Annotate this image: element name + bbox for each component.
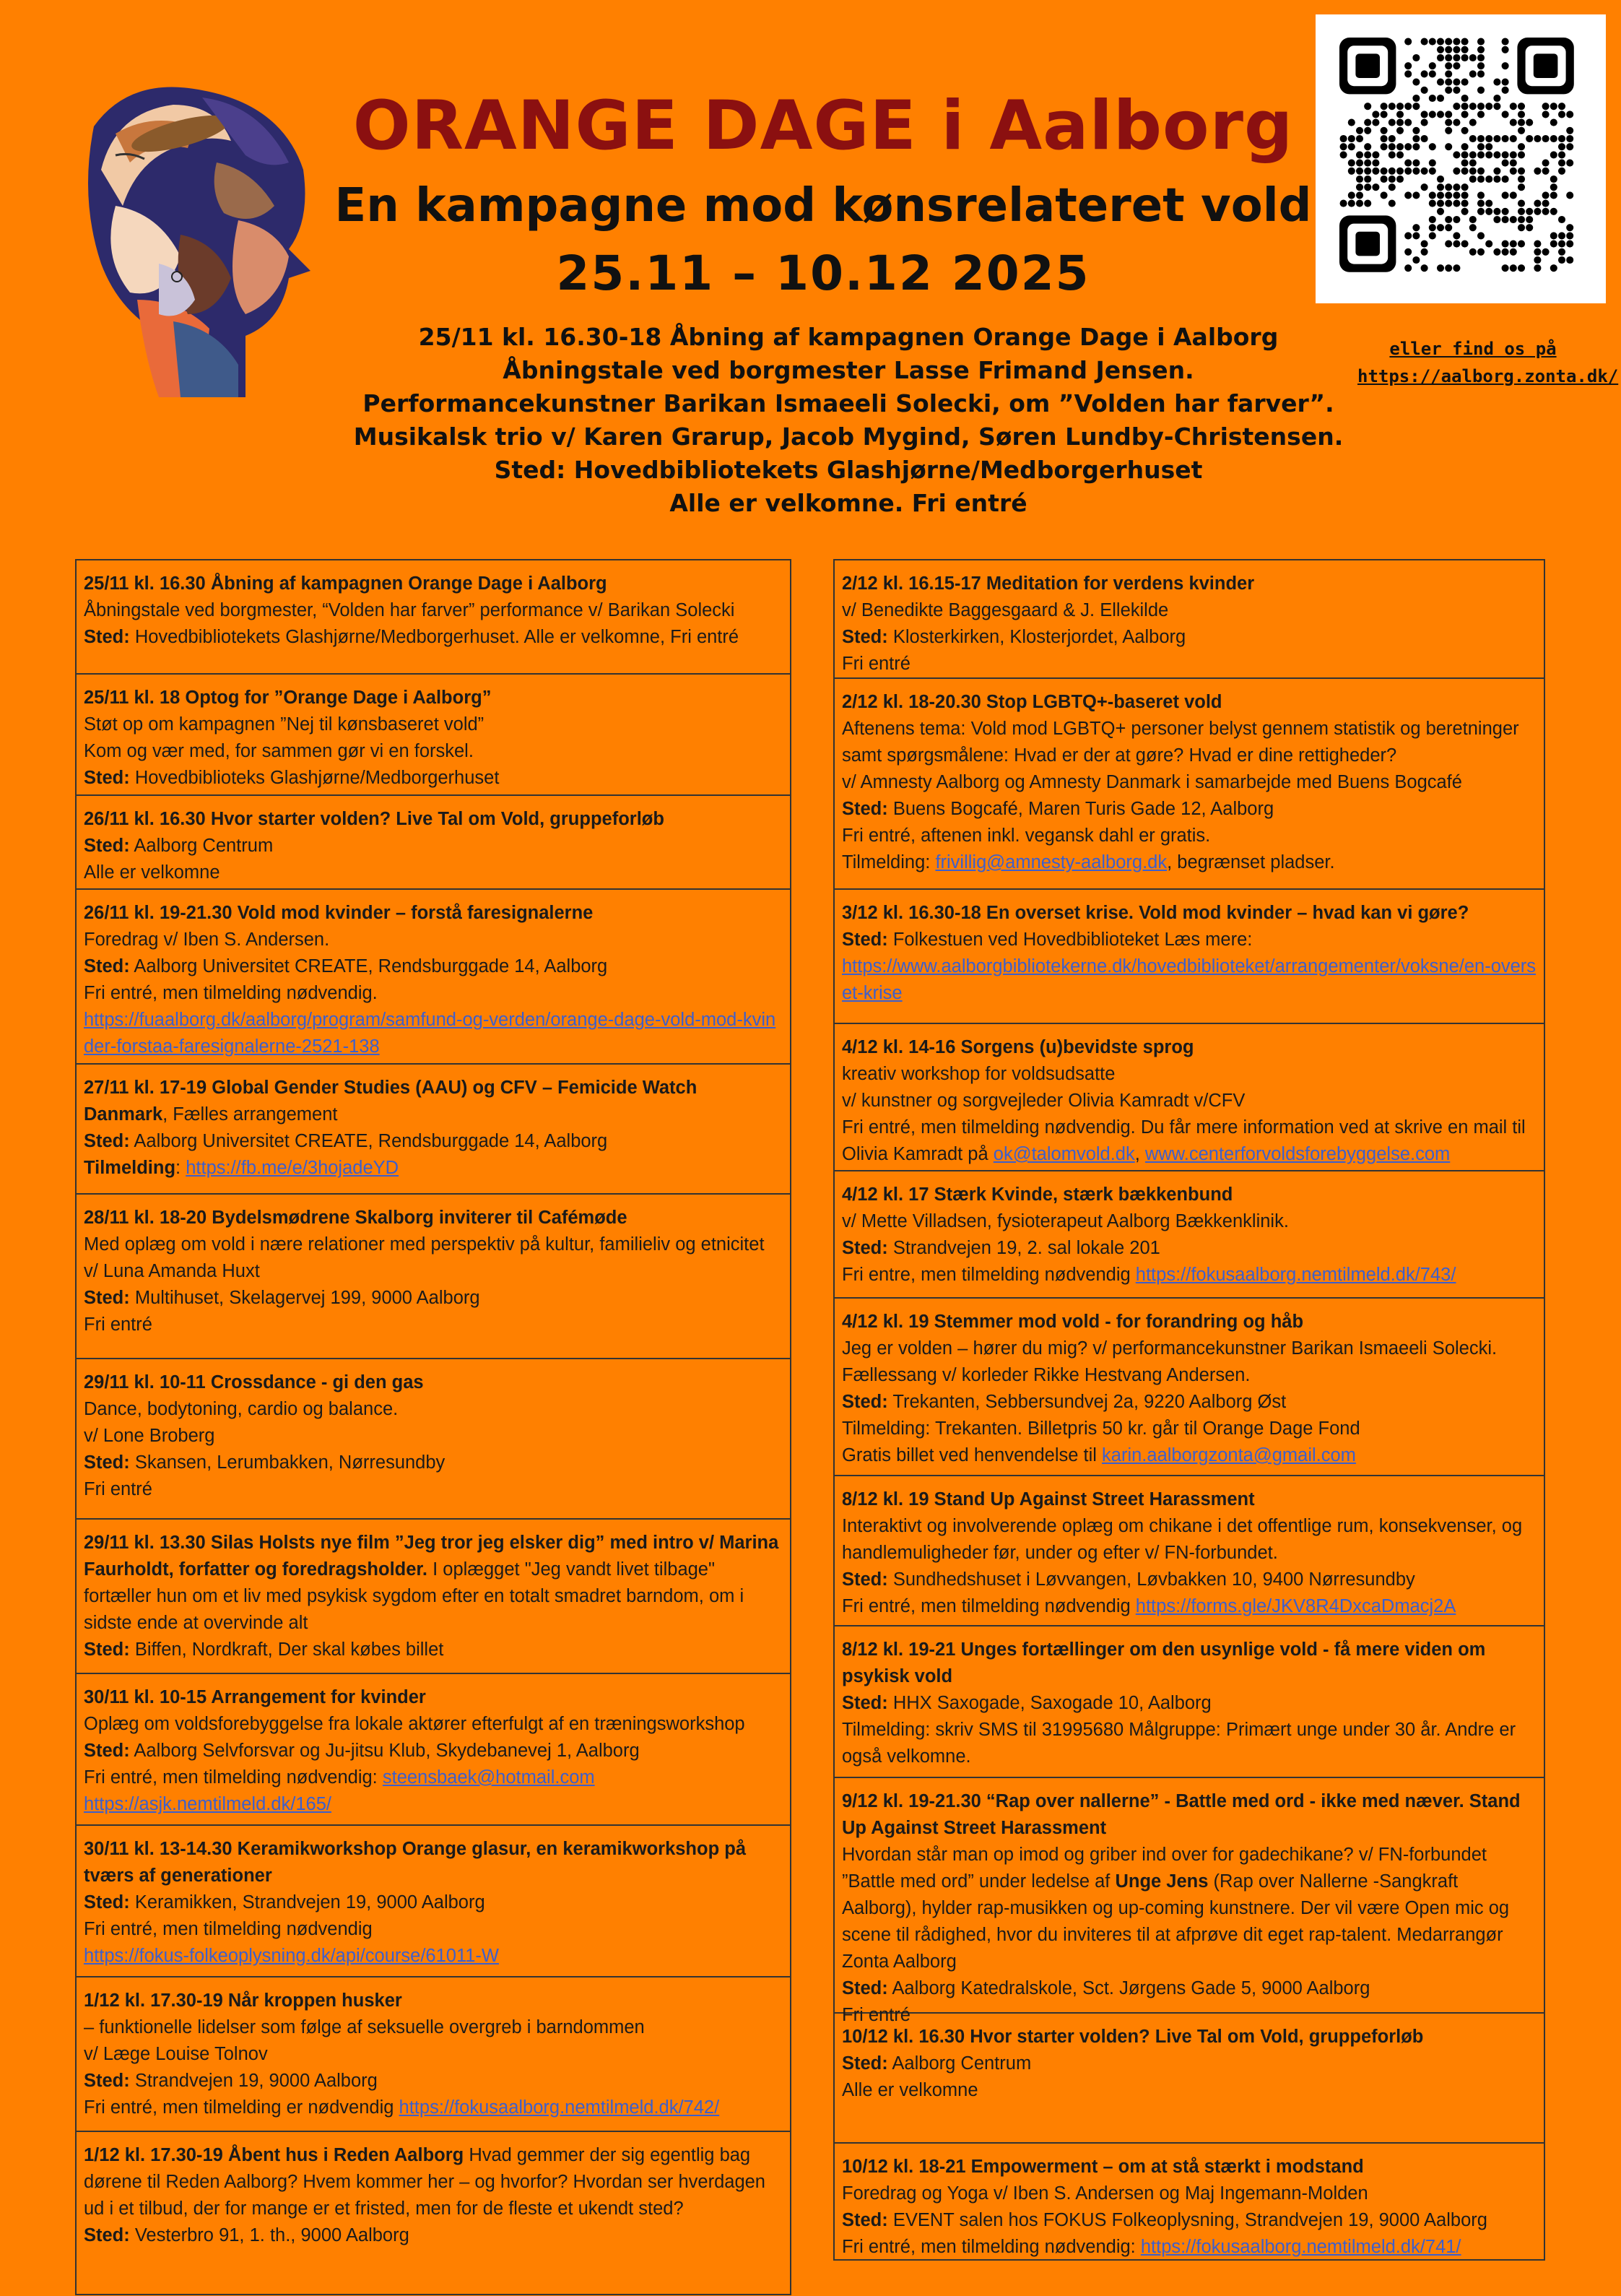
event-text: Hvordan står man op imod og griber ind over for gadechikane? v/ FN-forbundet ”Battle med ord” under ledelse af bbox=[842, 1845, 1487, 1892]
event-line bbox=[84, 1128, 783, 1155]
event-heading: 10/12 kl. 18-21 Empowerment – om at stå stærkt i modstand bbox=[842, 2157, 1364, 2177]
event-heading: 29/11 kl. 10-11 Crossdance - gi den gas bbox=[84, 1372, 424, 1392]
field-label: Sted: bbox=[84, 1452, 130, 1473]
event-link[interactable]: https://fokus-folkeoplysning.dk/api/course/61011-W bbox=[84, 1946, 499, 1966]
event-line bbox=[84, 1155, 783, 1182]
event-item bbox=[835, 560, 1544, 679]
event-text: Fri entré, men tilmelding nødvendig. bbox=[84, 983, 378, 1003]
field-label: Sted: bbox=[84, 1741, 130, 1761]
orange-days-logo bbox=[72, 83, 321, 397]
event-item bbox=[835, 2014, 1544, 2144]
event-line bbox=[842, 1061, 1537, 1088]
event-text: Vesterbro 91, 1. th., 9000 Aalborg bbox=[129, 2225, 409, 2245]
event-text: v/ Lone Broberg bbox=[84, 1426, 215, 1446]
event-item bbox=[835, 1626, 1544, 1778]
event-line bbox=[84, 980, 783, 1007]
page-title: ORANGE DAGE i Aalborg bbox=[352, 87, 1294, 165]
event-line bbox=[842, 1389, 1537, 1416]
event-item bbox=[77, 675, 790, 796]
event-text: Foredrag og Yoga v/ Iben S. Andersen og Maj Ingemann-Molden bbox=[842, 2183, 1368, 2204]
event-description: Hvad gemmer der sig egentlig bag dørene til Reden Aalborg? Hvem kommer her – og hvorfor? Hvordan ser hverdagen ud i et tilbud, der for mange er et fristed, men for de fleste et ukendt sted? bbox=[84, 2145, 765, 2219]
event-text: Strandvejen 19, 2. sal lokale 201 bbox=[887, 1238, 1160, 1258]
event-text: Kom og vær med, for sammen gør vi en forskel. bbox=[84, 741, 474, 761]
field-label: Sted: bbox=[842, 799, 888, 819]
opening-line: Performancekunstner Barikan Ismaeeli Solecki, om ”Volden har farver”. bbox=[362, 389, 1334, 417]
event-line bbox=[84, 1637, 783, 1663]
event-line bbox=[84, 1711, 783, 1738]
event-heading: 3/12 kl. 16.30-18 En overset krise. Vold mod kvinder – hvad kan vi gøre? bbox=[842, 903, 1469, 923]
event-text: Buens Bogcafé, Maren Turis Gade 12, Aalborg bbox=[887, 799, 1274, 819]
event-item bbox=[77, 1065, 790, 1195]
event-item bbox=[77, 1520, 790, 1674]
event-line bbox=[84, 1007, 783, 1060]
event-text: Strandvejen 19, 9000 Aalborg bbox=[129, 2071, 378, 2091]
event-text: Skansen, Lerumbakken, Nørresundby bbox=[129, 1452, 446, 1473]
event-link[interactable]: https://fokusaalborg.nemtilmeld.dk/742/ bbox=[399, 2097, 720, 2118]
event-heading: 26/11 kl. 16.30 Hvor starter volden? Live Tal om Vold, gruppeforløb bbox=[84, 809, 664, 829]
event-line bbox=[84, 953, 783, 980]
event-line bbox=[842, 1088, 1537, 1114]
event-text: Foredrag v/ Iben S. Andersen. bbox=[84, 930, 330, 950]
event-line bbox=[84, 1738, 783, 1764]
field-label: Sted: bbox=[842, 1569, 888, 1590]
field-label: Tilmelding bbox=[84, 1158, 176, 1178]
website-info[interactable] bbox=[1357, 335, 1619, 390]
event-text: v/ kunstner og sorgvejleder Olivia Kamradt v/CFV bbox=[842, 1091, 1246, 1111]
event-text: Fri entré, aftenen inkl. vegansk dahl er gratis. bbox=[842, 826, 1211, 846]
event-link[interactable]: https://fuaalborg.dk/aalborg/program/samfund-og-verden/orange-dage-vold-mod-kvinder-forstaa-faresignalerne-2521-138 bbox=[84, 1010, 776, 1057]
event-text: , begrænset pladser. bbox=[1167, 852, 1335, 872]
event-text: Gratis billet ved henvendelse til bbox=[842, 1445, 1103, 1465]
field-label: Sted: bbox=[84, 627, 130, 647]
field-label: Sted: bbox=[842, 2210, 888, 2230]
event-text: Sundhedshuset i Løvvangen, Løvbakken 10, 9400 Nørresundby bbox=[887, 1569, 1415, 1590]
event-heading: 27/11 kl. 17-19 Global Gender Studies (AAU) og CFV – Femicide Watch Danmark bbox=[84, 1078, 697, 1125]
event-text: Fri entré, men tilmelding er nødvendig bbox=[84, 2097, 399, 2118]
event-line bbox=[84, 1312, 783, 1338]
event-text: Biffen, Nordkraft, Der skal købes billet bbox=[129, 1639, 444, 1660]
event-link[interactable]: https://fokusaalborg.nemtilmeld.dk/741/ bbox=[1140, 2237, 1461, 2257]
event-text: Alle er velkomne bbox=[842, 2080, 978, 2100]
event-text: Aalborg Universitet CREATE, Rendsburggade 14, Aalborg bbox=[129, 1131, 608, 1151]
event-text: Fri entré, men tilmelding nødvendig: bbox=[842, 2237, 1141, 2257]
event-text: v/ Benedikte Baggesgaard & J. Ellekilde bbox=[842, 600, 1169, 620]
field-label: Sted: bbox=[842, 627, 888, 647]
event-line bbox=[84, 859, 783, 886]
event-item bbox=[835, 1476, 1544, 1626]
event-text: Tilmelding: bbox=[842, 852, 936, 872]
event-line bbox=[842, 927, 1537, 953]
qr-code[interactable] bbox=[1316, 14, 1606, 303]
field-label: Sted: bbox=[842, 1392, 888, 1412]
event-line bbox=[842, 1442, 1537, 1469]
event-text: Fri entré bbox=[842, 654, 911, 674]
event-text: Fri entré, men tilmelding nødvendig bbox=[84, 1919, 373, 1939]
event-item bbox=[77, 2132, 790, 2295]
event-link[interactable]: https://fokusaalborg.nemtilmeld.dk/743/ bbox=[1135, 1265, 1456, 1285]
event-heading: 8/12 kl. 19 Stand Up Against Street Harassment bbox=[842, 1489, 1255, 1509]
event-line bbox=[842, 1208, 1537, 1235]
event-text: Aalborg Katedralskole, Sct. Jørgens Gade 5, 9000 Aalborg bbox=[887, 1978, 1370, 1998]
event-line bbox=[84, 624, 783, 651]
event-line bbox=[842, 597, 1537, 624]
event-text: Tilmelding: Trekanten. Billetpris 50 kr. går til Orange Dage Fond bbox=[842, 1418, 1360, 1439]
event-heading: 1/12 kl. 17.30-19 Åbent hus i Reden Aalborg bbox=[84, 2145, 464, 2165]
field-label: Sted: bbox=[84, 836, 130, 856]
event-text: Tilmelding: skriv SMS til 31995680 Målgruppe: Primært unge under 30 år. Andre er også velkomne. bbox=[842, 1720, 1516, 1767]
event-text: (Rap over Nallerne -Sangkraft Aalborg), hylder rap-musikken og up-coming kunstnere. Der vil være Open mic og scene til rådighed, hvor du inviteres til at afprøve dit eget rap-talent. Medarrangør Zonta Aalborg bbox=[842, 1871, 1510, 1972]
event-link[interactable]: https://asjk.nemtilmeld.dk/165/ bbox=[84, 1794, 331, 1814]
field-label: Sted: bbox=[84, 956, 130, 976]
event-line bbox=[84, 927, 783, 953]
event-text: Fri entré, men tilmelding nødvendig: bbox=[84, 1767, 383, 1788]
event-text: Keramikken, Strandvejen 19, 9000 Aalborg bbox=[129, 1892, 485, 1912]
field-label: Sted: bbox=[84, 1131, 130, 1151]
event-line bbox=[842, 716, 1537, 769]
event-heading: 2/12 kl. 18-20.30 Stop LGBTQ+-baseret vold bbox=[842, 692, 1222, 712]
event-text: kreativ workshop for voldsudsatte bbox=[842, 1064, 1116, 1084]
event-line bbox=[842, 1114, 1537, 1168]
event-text: Åbningstale ved borgmester, “Volden har farver” performance v/ Barikan Solecki bbox=[84, 600, 735, 620]
event-item bbox=[77, 1195, 790, 1359]
event-line bbox=[842, 2077, 1537, 2104]
event-text: Med oplæg om vold i nære relationer med perspektiv på kultur, familieliv og etnicitet v/ Luna Amanda Huxt bbox=[84, 1234, 765, 1281]
event-heading: 30/11 kl. 13-14.30 Keramikworkshop Orange glasur, en keramikworkshop på tværs af generationer bbox=[84, 1839, 747, 1886]
event-text: Dance, bodytoning, cardio og balance. bbox=[84, 1399, 399, 1419]
event-heading: 25/11 kl. 18 Optog for ”Orange Dage i Aalborg” bbox=[84, 688, 492, 708]
event-item bbox=[835, 679, 1544, 890]
event-line bbox=[84, 1231, 783, 1285]
event-line bbox=[842, 1690, 1537, 1717]
event-line bbox=[842, 1717, 1537, 1770]
event-link[interactable]: steensbaek@hotmail.com bbox=[382, 1767, 595, 1788]
event-link[interactable]: https://fb.me/e/3hojadeYD bbox=[186, 1158, 399, 1178]
event-item bbox=[77, 1826, 790, 1977]
event-text: v/ Mette Villadsen, fysioterapeut Aalborg Bækkenklinik. bbox=[842, 1211, 1289, 1231]
event-item bbox=[77, 796, 790, 890]
page-subtitle: En kampagne mod kønsrelateret vold bbox=[334, 179, 1312, 233]
field-label: Sted: bbox=[84, 1892, 130, 1912]
event-item bbox=[77, 1977, 790, 2132]
opening-line: 25/11 kl. 16.30-18 Åbning af kampagnen Orange Dage i Aalborg bbox=[418, 323, 1279, 351]
event-item bbox=[77, 890, 790, 1065]
event-line bbox=[84, 2041, 783, 2068]
event-line bbox=[842, 1416, 1537, 1442]
event-line bbox=[842, 2180, 1537, 2207]
event-line bbox=[842, 849, 1537, 876]
event-item bbox=[835, 1171, 1544, 1299]
event-line bbox=[84, 1791, 783, 1818]
field-label: Sted: bbox=[842, 1238, 888, 1258]
event-text: Aalborg Selvforsvar og Ju-jitsu Klub, Skydebanevej 1, Aalborg bbox=[129, 1741, 640, 1761]
event-link[interactable]: karin.aalborgzonta@gmail.com bbox=[1102, 1445, 1356, 1465]
event-line bbox=[84, 1764, 783, 1791]
event-text: Aalborg Universitet CREATE, Rendsburggade 14, Aalborg bbox=[129, 956, 608, 976]
event-link[interactable]: https://forms.gle/JKV8R4DxcaDmacj2A bbox=[1135, 1596, 1456, 1616]
event-line bbox=[842, 1975, 1537, 2002]
event-text: Fri entré, men tilmelding nødvendig bbox=[842, 1596, 1136, 1616]
opening-line: Alle er velkomne. Fri entré bbox=[669, 489, 1027, 517]
event-line bbox=[84, 1396, 783, 1423]
event-text: Aalborg Centrum bbox=[129, 836, 274, 856]
opening-line: Sted: Hovedbibliotekets Glashjørne/Medborgerhuset bbox=[494, 456, 1203, 484]
event-item bbox=[835, 1024, 1544, 1171]
event-line bbox=[84, 1423, 783, 1450]
event-description: , Fælles arrangement bbox=[162, 1104, 338, 1125]
event-line bbox=[842, 1513, 1537, 1567]
event-line bbox=[842, 2234, 1537, 2261]
event-heading: 10/12 kl. 16.30 Hvor starter volden? Live Tal om Vold, gruppeforløb bbox=[842, 2027, 1424, 2047]
event-line bbox=[842, 1567, 1537, 1593]
website-link[interactable]: https://aalborg.zonta.dk/ bbox=[1357, 366, 1619, 386]
event-text: EVENT salen hos FOKUS Folkeoplysning, Strandvejen 19, 9000 Aalborg bbox=[887, 2210, 1487, 2230]
event-description: I oplægget "Jeg vandt livet tilbage" fortæller hun om et liv med psykisk sygdom efter en totalt smadret barndom, om i sidste ende at overvinde alt bbox=[84, 1559, 744, 1633]
event-line bbox=[84, 833, 783, 859]
event-line bbox=[842, 2050, 1537, 2077]
event-heading: 8/12 kl. 19-21 Unges fortællinger om den usynlige vold - få mere viden om psykisk vold bbox=[842, 1639, 1486, 1686]
event-text: Folkestuen ved Hovedbiblioteket Læs mere: bbox=[887, 930, 1253, 950]
field-label: Sted: bbox=[842, 930, 888, 950]
event-text: Fri entré, men tilmelding nødvendig. Du får mere information ved at skrive en mail til Olivia Kamradt på bbox=[842, 1117, 1526, 1164]
event-text: Fri entré bbox=[84, 1314, 152, 1335]
field-label: Sted: bbox=[84, 2225, 130, 2245]
field-label: Sted: bbox=[84, 1288, 130, 1308]
event-link[interactable]: ok@talomvold.dk bbox=[993, 1144, 1135, 1164]
event-item bbox=[835, 890, 1544, 1024]
event-text: HHX Saxogade, Saxogade 10, Aalborg bbox=[887, 1693, 1212, 1713]
event-text: Alle er velkomne bbox=[84, 862, 220, 883]
event-link[interactable]: frivillig@amnesty-aalborg.dk bbox=[935, 852, 1168, 872]
event-heading: 4/12 kl. 14-16 Sorgens (u)bevidste sprog bbox=[842, 1037, 1194, 1057]
event-heading: 1/12 kl. 17.30-19 Når kroppen husker bbox=[84, 1990, 402, 2011]
event-text: Aalborg Centrum bbox=[887, 2053, 1032, 2074]
event-line bbox=[84, 1285, 783, 1312]
event-line bbox=[842, 651, 1537, 677]
event-item bbox=[835, 1778, 1544, 2025]
event-text: Fællessang v/ korleder Rikke Hestvang Andersen. bbox=[842, 1365, 1251, 1385]
event-line bbox=[842, 1235, 1537, 1262]
event-link[interactable]: https://www.aalborgbibliotekerne.dk/hovedbiblioteket/arrangementer/voksne/en-overset-krise bbox=[842, 956, 1537, 1003]
event-line bbox=[84, 1889, 783, 1916]
field-label: Sted: bbox=[84, 1639, 130, 1660]
event-line bbox=[842, 823, 1537, 849]
event-text: Støt op om kampagnen ”Nej til kønsbaseret vold” bbox=[84, 714, 484, 735]
event-text: Oplæg om voldsforebyggelse fra lokale aktører efterfulgt af en træningsworkshop bbox=[84, 1714, 745, 1734]
event-text: – funktionelle lidelser som følge af seksuelle overgreb i barndommen bbox=[84, 2017, 645, 2037]
field-label: Sted: bbox=[842, 1978, 888, 1998]
event-text: Aftenens tema: Vold mod LGBTQ+ personer belyst gennem statistik og beretninger samt spørgsmålene: Hvad er der at gøre? Hvad er dine rettigheder? bbox=[842, 719, 1519, 766]
event-line bbox=[84, 765, 783, 792]
event-item bbox=[77, 560, 790, 675]
event-line bbox=[84, 1916, 783, 1943]
event-text: : bbox=[175, 1158, 186, 1178]
event-line bbox=[842, 1842, 1537, 1975]
event-text: Klosterkirken, Klosterjordet, Aalborg bbox=[887, 627, 1186, 647]
event-line bbox=[842, 624, 1537, 651]
event-heading: 30/11 kl. 10-15 Arrangement for kvinder bbox=[84, 1687, 426, 1707]
event-text: Trekanten, Sebbersundvej 2a, 9220 Aalborg Øst bbox=[887, 1392, 1287, 1412]
event-text: , bbox=[1134, 1144, 1145, 1164]
event-line bbox=[84, 2068, 783, 2094]
event-text: v/ Læge Louise Tolnov bbox=[84, 2044, 268, 2064]
opening-info bbox=[318, 321, 1379, 520]
event-line bbox=[84, 597, 783, 624]
campaign-dates: 25.11 – 10.12 2025 bbox=[556, 246, 1090, 301]
event-line bbox=[842, 1362, 1537, 1389]
event-line bbox=[84, 1476, 783, 1503]
event-line bbox=[842, 1262, 1537, 1288]
event-line bbox=[84, 1943, 783, 1970]
event-item bbox=[835, 2144, 1544, 2261]
opening-line: Åbningstale ved borgmester Lasse Frimand Jensen. bbox=[503, 356, 1194, 384]
event-heading: 9/12 kl. 19-21.30 “Rap over nallerne” - Battle med ord - ikke med næver. Stand Up Against Street Harassment bbox=[842, 1791, 1521, 1838]
event-text: Fri entré bbox=[84, 1479, 152, 1499]
field-label: Sted: bbox=[842, 1693, 888, 1713]
find-label: eller find os på bbox=[1389, 339, 1557, 359]
event-text: Hovedbibliotekets Glashjørne/Medborgerhuset. Alle er velkomne, Fri entré bbox=[129, 627, 739, 647]
event-item bbox=[77, 1674, 790, 1826]
event-heading: 4/12 kl. 19 Stemmer mod vold - for forandring og håb bbox=[842, 1312, 1304, 1332]
field-label: Sted: bbox=[84, 768, 130, 788]
event-text: Hovedbiblioteks Glashjørne/Medborgerhuset bbox=[129, 768, 500, 788]
event-heading: 28/11 kl. 18-20 Bydelsmødrene Skalborg inviterer til Cafémøde bbox=[84, 1208, 627, 1228]
event-line bbox=[84, 738, 783, 765]
event-item bbox=[77, 1359, 790, 1520]
event-line bbox=[842, 1593, 1537, 1620]
event-line bbox=[842, 1335, 1537, 1362]
event-heading: 4/12 kl. 17 Stærk Kvinde, stærk bækkenbund bbox=[842, 1184, 1233, 1205]
event-line bbox=[84, 2222, 783, 2249]
event-line bbox=[84, 2094, 783, 2121]
field-label: Sted: bbox=[842, 2053, 888, 2074]
event-line bbox=[84, 711, 783, 738]
event-heading: 26/11 kl. 19-21.30 Vold mod kvinder – forstå faresignalerne bbox=[84, 903, 594, 923]
event-heading: 2/12 kl. 16.15-17 Meditation for verdens kvinder bbox=[842, 573, 1255, 594]
event-heading: 25/11 kl. 16.30 Åbning af kampagnen Orange Dage i Aalborg bbox=[84, 573, 607, 594]
events-left-column bbox=[75, 559, 791, 2295]
event-heading: 29/11 kl. 13.30 Silas Holsts nye film ”Jeg tror jeg elsker dig” med intro v/ Marina Faurholdt, forfatter og foredragsholder. bbox=[84, 1533, 779, 1580]
bold-name: Unge Jens bbox=[1115, 1871, 1209, 1892]
event-line bbox=[84, 2014, 783, 2041]
event-line bbox=[842, 769, 1537, 796]
event-line bbox=[84, 1450, 783, 1476]
event-text: v/ Amnesty Aalborg og Amnesty Danmark i samarbejde med Buens Bogcafé bbox=[842, 772, 1462, 792]
event-line bbox=[842, 2207, 1537, 2234]
event-line bbox=[842, 796, 1537, 823]
event-text: Interaktivt og involverende oplæg om chikane i det offentlige rum, konsekvenser, og handlemuligheder før, under og efter v/ FN-forbundet. bbox=[842, 1516, 1523, 1563]
event-line bbox=[842, 953, 1537, 1007]
event-text: Fri entre, men tilmelding nødvendig bbox=[842, 1265, 1136, 1285]
opening-line: Musikalsk trio v/ Karen Grarup, Jacob Mygind, Søren Lundby-Christensen. bbox=[353, 423, 1344, 451]
event-item bbox=[835, 1299, 1544, 1476]
events-right-column bbox=[833, 559, 1545, 2261]
event-text: Fri entré bbox=[842, 2005, 911, 2025]
event-text: Multihuset, Skelagervej 199, 9000 Aalborg bbox=[129, 1288, 480, 1308]
event-text: Jeg er volden – hører du mig? v/ performancekunstner Barikan Ismaeeli Solecki. bbox=[842, 1338, 1498, 1359]
field-label: Sted: bbox=[84, 2071, 130, 2091]
event-link[interactable]: www.centerforvoldsforebyggelse.com bbox=[1144, 1144, 1451, 1164]
